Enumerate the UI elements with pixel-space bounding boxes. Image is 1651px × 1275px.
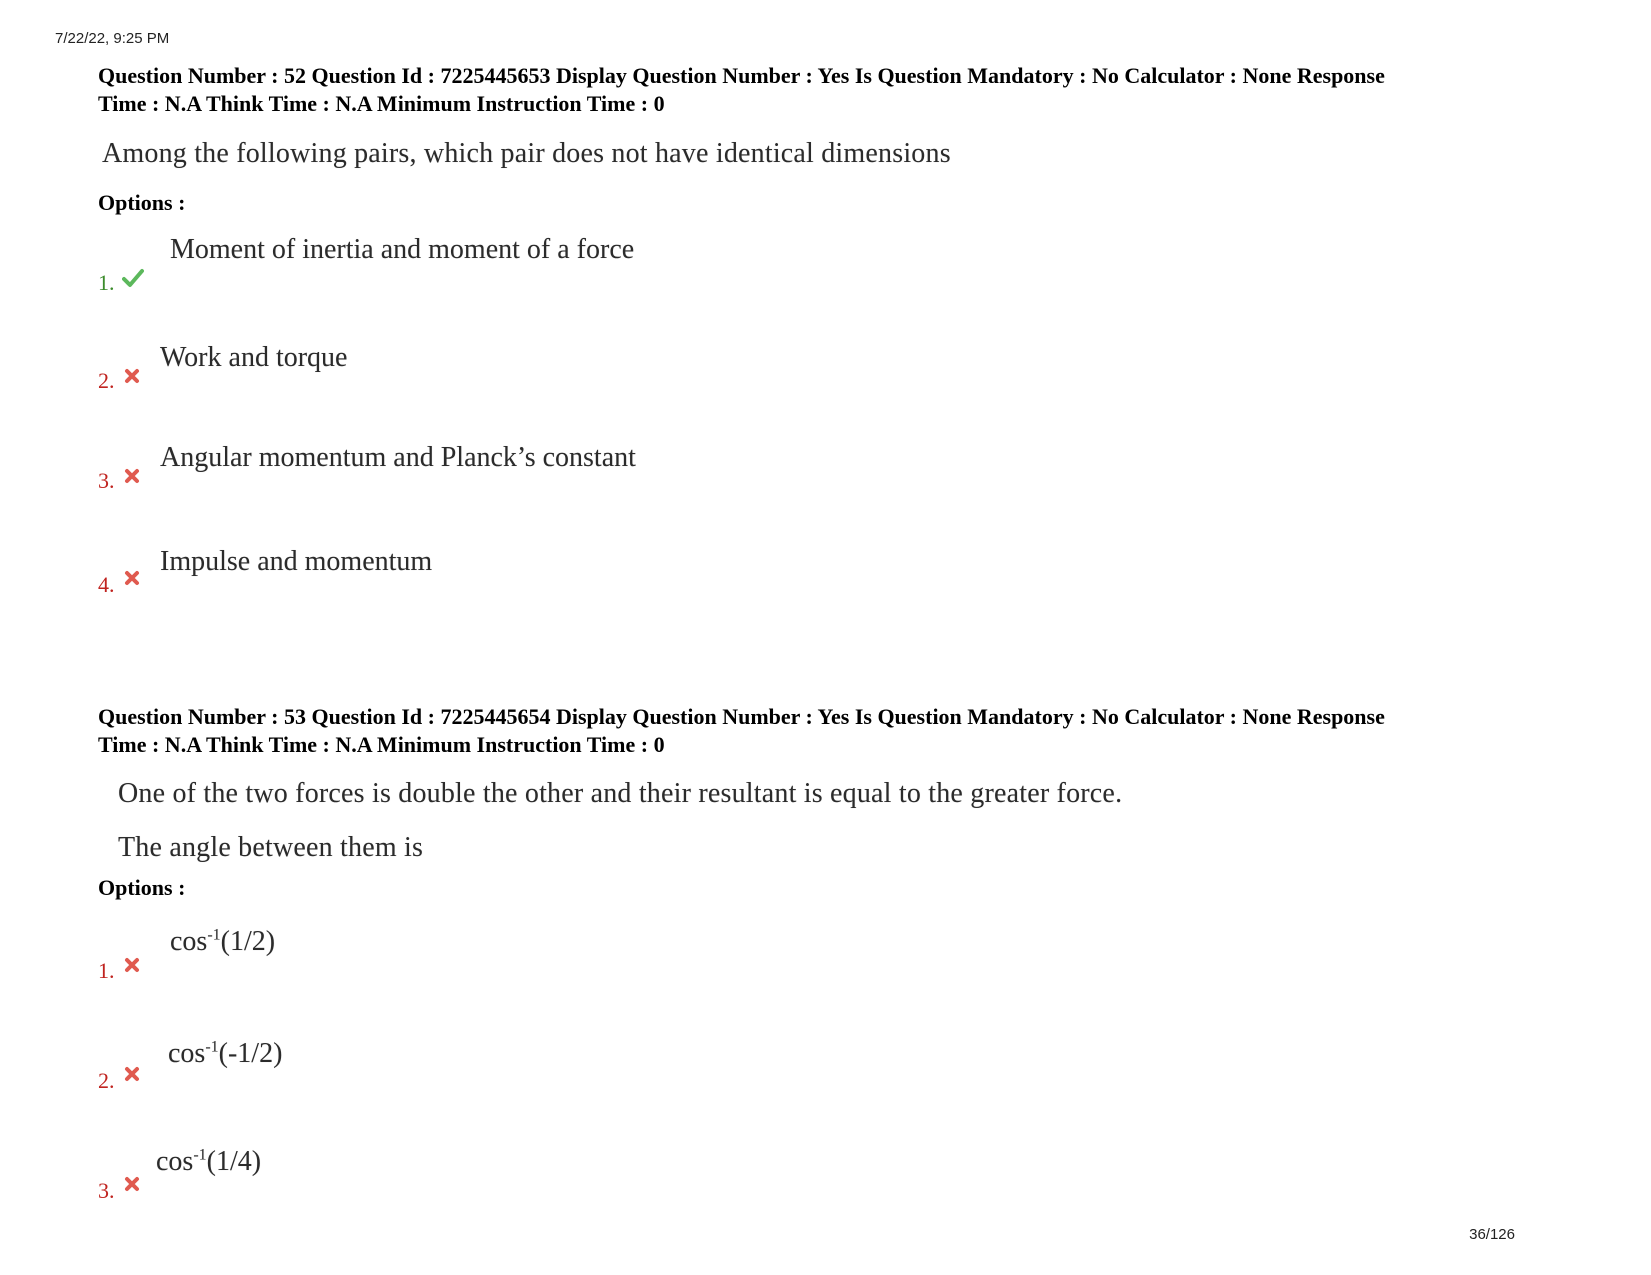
check-icon: [122, 267, 144, 289]
option-text: Angular momentum and Planck’s constant: [160, 442, 636, 473]
cos-argument: (1/4): [206, 1146, 262, 1177]
option-number: 1.: [98, 958, 115, 983]
cos-base: cos: [170, 926, 208, 957]
cross-icon: [124, 957, 140, 973]
option-number: 3.: [98, 1178, 115, 1203]
option-text: [170, 926, 275, 958]
cos-base: cos: [156, 1146, 194, 1177]
cos-exponent: -1: [193, 1146, 207, 1164]
cos-argument: (1/2): [220, 926, 276, 957]
cos-exponent: -1: [207, 926, 221, 944]
option-number: 4.: [98, 572, 115, 597]
question-53-meta-line2: Time : N.A Think Time : N.A Minimum Instruction Time : 0: [98, 732, 665, 757]
question-52-meta-line2: Time : N.A Think Time : N.A Minimum Instruction Time : 0: [98, 91, 665, 116]
cross-icon: [124, 1176, 140, 1192]
option-text: [156, 1146, 261, 1178]
option-text: Impulse and momentum: [160, 546, 433, 577]
question-52-text: Among the following pairs, which pair does not have identical dimensions: [102, 138, 951, 169]
question-52-meta: [98, 62, 1578, 118]
question-53-options-label: Options :: [98, 875, 186, 900]
option-number: 1.: [98, 270, 115, 295]
option-text: Moment of inertia and moment of a force: [170, 234, 635, 265]
question-53-text-line2: The angle between them is: [118, 832, 424, 863]
cos-argument: (-1/2): [218, 1038, 283, 1069]
print-timestamp: 7/22/22, 9:25 PM: [55, 30, 170, 47]
option-number: 2.: [98, 1068, 115, 1093]
option-number: 2.: [98, 368, 115, 393]
page-number: 36/126: [1469, 1226, 1515, 1243]
option-text: [168, 1038, 282, 1070]
cross-icon: [124, 468, 140, 484]
cos-base: cos: [168, 1038, 206, 1069]
option-number: 3.: [98, 468, 115, 493]
question-52-options-label: Options :: [98, 190, 186, 215]
cross-icon: [124, 1066, 140, 1082]
question-53-text-line1: One of the two forces is double the other and their resultant is equal to the greater force.: [118, 778, 1123, 809]
option-text: Work and torque: [160, 342, 348, 373]
cross-icon: [124, 570, 140, 586]
cross-icon: [124, 368, 140, 384]
question-53-meta-line1: Question Number : 53 Question Id : 7225445654 Display Question Number : Yes Is Question Mandatory : No Calculator : None Response: [98, 704, 1385, 729]
question-53-meta: [98, 703, 1578, 759]
question-52-meta-line1: Question Number : 52 Question Id : 7225445653 Display Question Number : Yes Is Question Mandatory : No Calculator : None Response: [98, 63, 1385, 88]
cos-exponent: -1: [205, 1038, 219, 1056]
